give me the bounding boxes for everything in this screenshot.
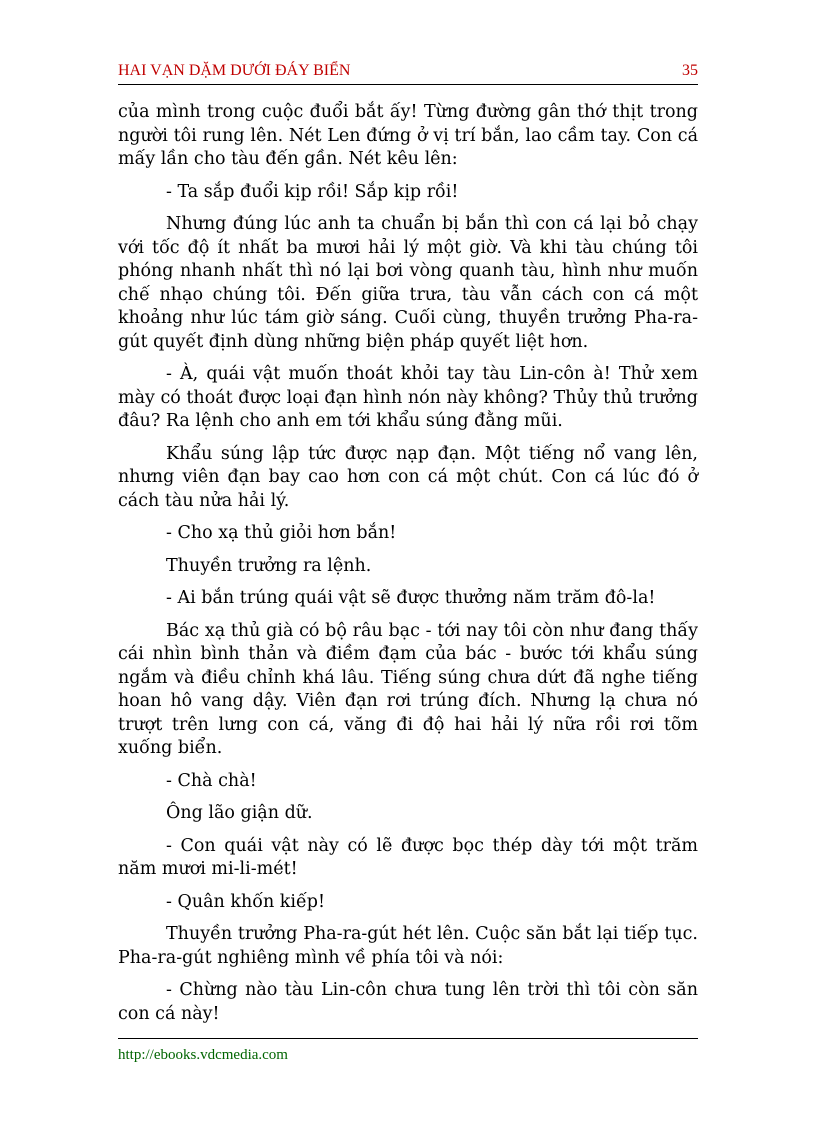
paragraph: - Quân khốn kiếp! (166, 891, 325, 912)
paragraph: - Ta sắp đuổi kịp rồi! Sắp kịp rồi! (166, 181, 459, 202)
footer-link[interactable]: http://ebooks.vdcmedia.com (118, 1047, 288, 1063)
page-header (118, 60, 698, 85)
paragraph: - Chà chà! (166, 770, 257, 791)
page-number: 35 (682, 62, 698, 79)
paragraph: - Chừng nào tàu Lin-côn chưa tung lên trời thì tôi còn săn con cá này! (118, 980, 698, 1024)
paragraph: Khẩu súng lập tức được nạp đạn. Một tiếng nổ vang lên, nhưng viên đạn bay cao hơn con cá một chút. Con cá lúc đó ở cách tàu nửa hải lý. (118, 443, 698, 511)
paragraph: Thuyền trưởng Pha-ra-gút hét lên. Cuộc săn bắt lại tiếp tục. Pha-ra-gút nghiêng mình về phía tôi và nói: (118, 924, 698, 968)
paragraph: - À, quái vật muốn thoát khỏi tay tàu Lin-côn à! Thử xem mày có thoát được loại đạn hình nón này không? Thủy thủ trưởng đâu? Ra lệnh cho anh em tới khẩu súng đằng mũi. (118, 364, 698, 431)
book-title: HAI VẠN DẶM DƯỚI ĐÁY BIỂN (118, 62, 351, 79)
paragraph: - Con quái vật này có lẽ được bọc thép dày tới một trăm năm mươi mi-li-mét! (118, 835, 698, 879)
page-footer (118, 1038, 698, 1064)
page-body (118, 101, 698, 1035)
paragraph: Nhưng đúng lúc anh ta chuẩn bị bắn thì con cá lại bỏ chạy với tốc độ ít nhất ba mươi hải lý một giờ. Và khi tàu chúng tôi phóng nhanh nhất thì nó lại bơi vòng quanh tàu, hình như muốn chế nhạo chúng tôi. Đến giữa trưa, tàu vẫn cách con cá một khoảng như lúc tám giờ sáng. Cuối cùng, thuyền trưởng Pha-ra-gút quyết định dùng những biện pháp quyết liệt hơn. (118, 214, 698, 352)
paragraph: Ông lão giận dữ. (166, 803, 313, 823)
paragraph: Bác xạ thủ già có bộ râu bạc - tới nay tôi còn như đang thấy cái nhìn bình thản và điềm đạm của bác - bước tới khẩu súng ngắm và điều chỉnh khá lâu. Tiếng súng chưa dứt đã nghe tiếng hoan hô vang dậy. Viên đạn rơi trúng đích. Nhưng lạ chưa nó trượt trên lưng con cá, văng đi độ hai hải lý nữa rồi rơi tõm xuống biển. (118, 620, 698, 758)
paragraph: của mình trong cuộc đuổi bắt ấy! Từng đường gân thớ thịt trong người tôi rung lên. Nét Len đứng ở vị trí bắn, lao cầm tay. Con cá mấy lần cho tàu đến gần. Nét kêu lên: (118, 102, 698, 169)
paragraph: Thuyền trưởng ra lệnh. (166, 555, 372, 576)
paragraph: - Cho xạ thủ giỏi hơn bắn! (166, 523, 397, 543)
paragraph: - Ai bắn trúng quái vật sẽ được thưởng năm trăm đô-la! (166, 588, 656, 608)
